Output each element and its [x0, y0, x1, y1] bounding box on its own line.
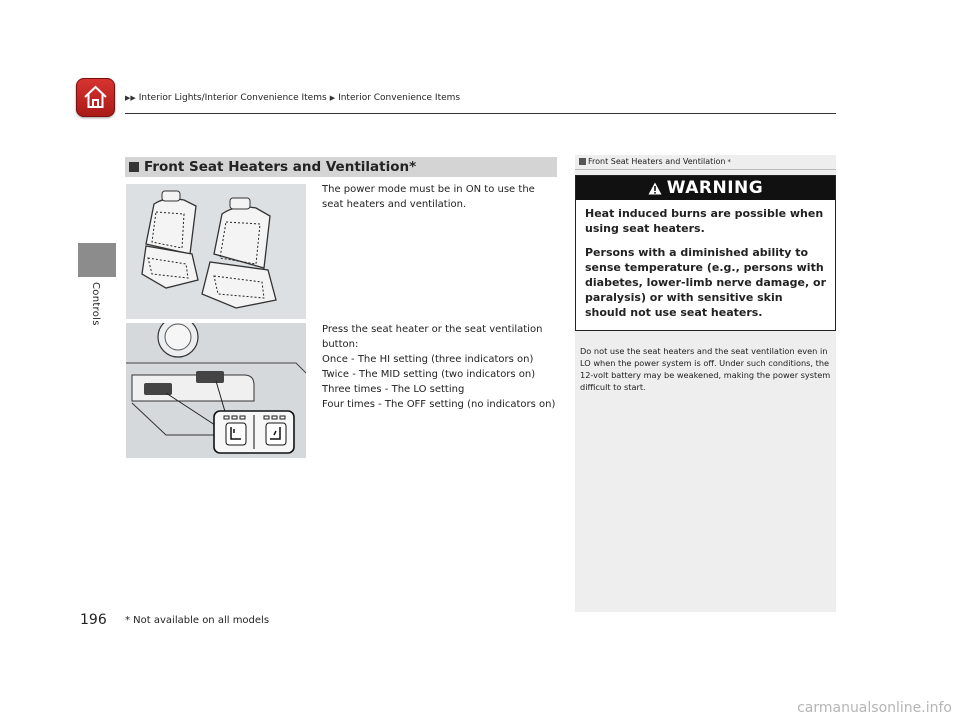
breadcrumb-arrow-icon: ▶ [329, 94, 336, 102]
breadcrumb-item[interactable]: Interior Convenience Items [338, 93, 461, 103]
instruction-line: Four times - The OFF setting (no indicators on) [322, 399, 556, 410]
section-title: Front Seat Heaters and Ventilation* [144, 159, 417, 175]
seat-buttons-illustration [126, 323, 306, 458]
chapter-label: Controls [90, 282, 101, 326]
page-number: 196 [80, 612, 107, 628]
sidebar-notes [575, 155, 836, 612]
section-square-icon [129, 162, 139, 172]
note-marker-icon [579, 158, 586, 165]
button-instructions [322, 322, 562, 412]
warning-header [576, 176, 835, 200]
instruction-line: Press the seat heater or the seat ventilation [322, 324, 543, 335]
warning-box [575, 175, 836, 331]
warning-text [576, 200, 835, 320]
watermark: carmanualsonline.info [797, 700, 952, 716]
warning-triangle-icon [648, 182, 662, 195]
instruction-line: Once - The HI setting (three indicators on) [322, 354, 534, 365]
sidebar-note: Do not use the seat heaters and the seat ventilation even in LO when the power system is off. Under such conditions, the 12-volt battery may be weakened, making the power system difficult to start. [580, 346, 831, 392]
header-rule [125, 113, 836, 114]
sidebar-heading [579, 157, 731, 166]
home-button[interactable] [76, 78, 115, 117]
sidebar-rule [575, 169, 836, 170]
power-mode-text: The power mode must be in ON to use the seat heaters and ventilation. [322, 184, 535, 210]
sidebar-heading-text: Front Seat Heaters and Ventilation [588, 157, 726, 166]
footnote: * Not available on all models [125, 615, 270, 626]
breadcrumb-arrow-icon: ▶▶ [125, 94, 136, 102]
warning-paragraph: Heat induced burns are possible when using seat heaters. [585, 207, 824, 235]
section-heading [125, 157, 557, 177]
warning-label: WARNING [666, 178, 764, 198]
breadcrumb [125, 93, 460, 103]
instruction-line: Twice - The MID setting (two indicators on) [322, 369, 536, 380]
warning-paragraph: Persons with a diminished ability to sense temperature (e.g., persons with diabetes, lower-limb nerve damage, or paralysis) or with sensitive skin should not use seat heaters. [585, 246, 827, 319]
instruction-line: Three times - The LO setting [322, 384, 465, 395]
sidebar-heading-star: * [727, 157, 731, 166]
seats-illustration [126, 184, 306, 319]
chapter-tab [78, 243, 116, 277]
breadcrumb-item[interactable]: Interior Lights/Interior Convenience Items [138, 93, 327, 103]
home-icon [82, 84, 109, 111]
instruction-line: button: [322, 339, 359, 350]
